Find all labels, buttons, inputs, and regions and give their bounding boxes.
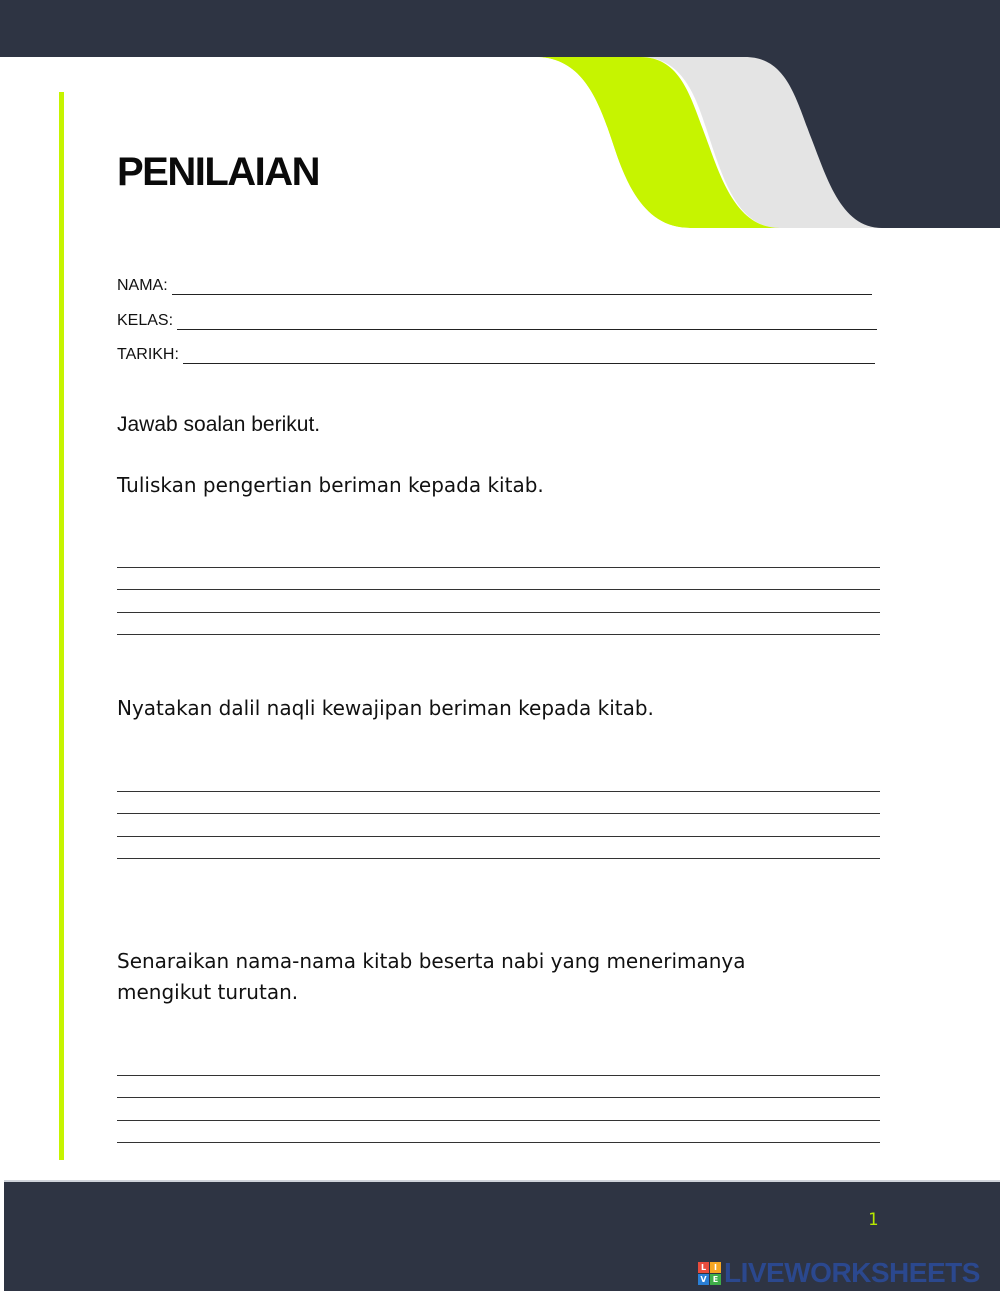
answer-line[interactable]: [117, 1053, 880, 1076]
name-field[interactable]: [117, 273, 872, 295]
name-label: NAMA:: [117, 277, 168, 294]
answer-area-3[interactable]: [117, 1053, 880, 1143]
logo-letter: I: [710, 1262, 721, 1273]
date-label: TARIKH:: [117, 346, 179, 363]
answer-area-2[interactable]: [117, 769, 880, 859]
answer-line[interactable]: [117, 769, 880, 792]
date-line[interactable]: [183, 345, 875, 364]
answer-line[interactable]: [117, 1098, 880, 1121]
answer-line[interactable]: [117, 568, 880, 591]
answer-line[interactable]: [117, 1121, 880, 1144]
answer-line[interactable]: [117, 545, 880, 568]
question-1: Tuliskan pengertian beriman kepada kitab.: [117, 473, 544, 497]
answer-line[interactable]: [117, 613, 880, 636]
logo-letter: E: [710, 1274, 721, 1285]
name-line[interactable]: [172, 276, 872, 295]
answer-line[interactable]: [117, 837, 880, 860]
liveworksheets-logo: [698, 1257, 980, 1289]
answer-line[interactable]: [117, 1076, 880, 1099]
header-banner: [0, 0, 1000, 230]
class-field[interactable]: [117, 308, 877, 330]
logo-mark-icon: [698, 1262, 721, 1285]
question-2: Nyatakan dalil naqli kewajipan beriman kepada kitab.: [117, 696, 654, 720]
instruction-text: Jawab soalan berikut.: [117, 413, 321, 436]
logo-letter: L: [698, 1262, 709, 1273]
page-number: 1: [868, 1210, 879, 1230]
answer-line[interactable]: [117, 792, 880, 815]
question-3: Senaraikan nama-nama kitab beserta nabi yang menerimanya mengikut turutan.: [117, 949, 746, 1004]
logo-text: LIVEWORKSHEETS: [724, 1257, 980, 1288]
class-line[interactable]: [177, 311, 877, 330]
class-label: KELAS:: [117, 312, 174, 329]
page-title: PENILAIAN: [117, 150, 320, 194]
date-field[interactable]: [117, 342, 875, 364]
left-accent-rule: [59, 92, 64, 1160]
logo-letter: V: [698, 1274, 709, 1285]
answer-area-1[interactable]: [117, 545, 880, 635]
answer-line[interactable]: [117, 590, 880, 613]
answer-line[interactable]: [117, 814, 880, 837]
